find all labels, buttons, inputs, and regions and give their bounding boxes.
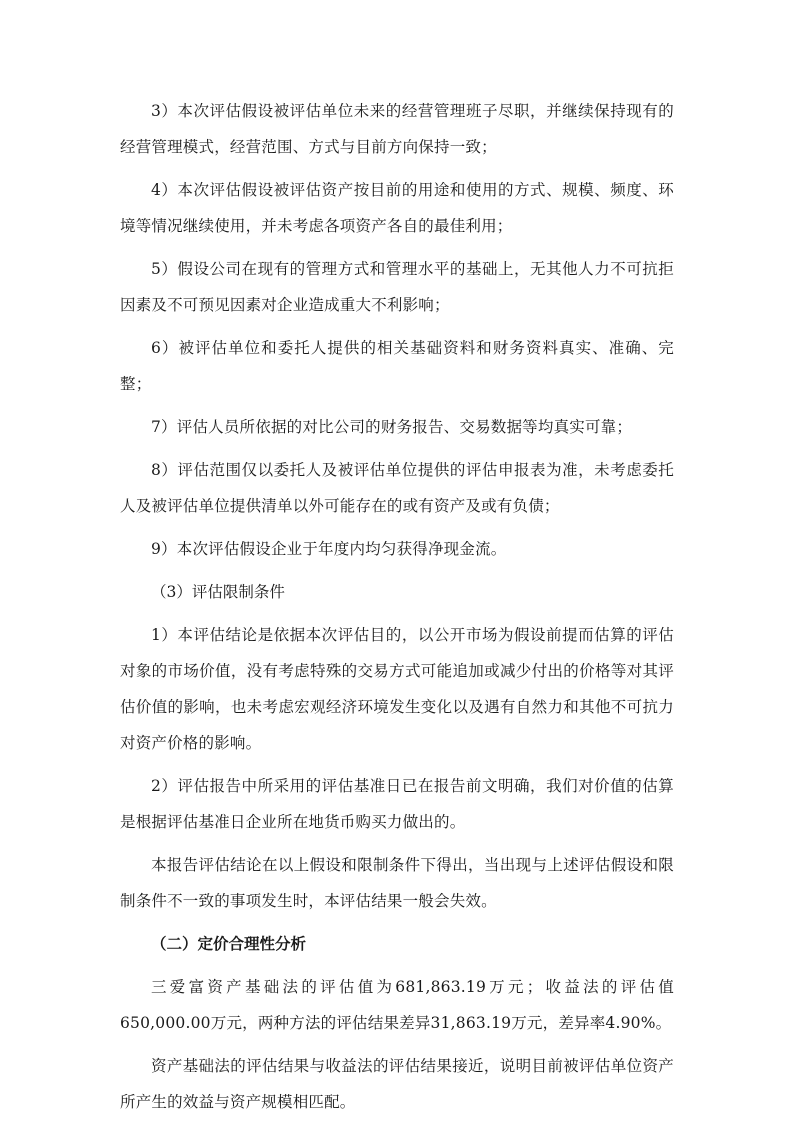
valuation-conclusion: 资产基础法的评估结果与收益法的评估结果接近，说明目前被评估单位资产所产生的效益与资产规模相匹配。	[120, 1057, 674, 1111]
section-heading-pricing: （二）定价合理性分析	[151, 935, 307, 953]
limit-2: 2）评估报告中所采用的评估基准日已在报告前文明确，我们对价值的估算是根据评估基准日企业所在地货币购买力做出的。	[120, 777, 674, 831]
limit-conclusion: 本报告评估结论在以上假设和限制条件下得出，当出现与上述评估假设和限制条件不一致的事项发生时，本评估结果一般会失效。	[120, 856, 674, 910]
assumption-3: 3）本次评估假设被评估单位未来的经营管理班子尽职，并继续保持现有的经营管理模式，经营范围、方式与目前方向保持一致；	[120, 102, 674, 156]
assumption-9: 9）本次评估假设企业于年度内均匀获得净现金流。	[151, 540, 507, 558]
assumption-7: 7）评估人员所依据的对比公司的财务报告、交易数据等均真实可靠；	[151, 418, 633, 436]
assumption-4: 4）本次评估假设被评估资产按目前的用途和使用的方式、规模、频度、环境等情况继续使用，并未考虑各项资产各自的最佳利用；	[120, 181, 674, 235]
assumption-8: 8）评估范围仅以委托人及被评估单位提供的评估申报表为准，未考虑委托人及被评估单位提供清单以外可能存在的或有资产及或有负债；	[120, 461, 674, 515]
assumption-6: 6）被评估单位和委托人提供的相关基础资料和财务资料真实、准确、完整；	[120, 339, 674, 393]
subheading-limits: （3）评估限制条件	[151, 583, 285, 601]
document-body	[120, 93, 674, 1127]
valuation-comparison: 三爱富资产基础法的评估值为681,863.19万元；收益法的评估值650,000.00万元，两种方法的评估结果差异31,863.19万元，差异率4.90%。	[120, 978, 674, 1032]
limit-1: 1）本评估结论是依据本次评估目的，以公开市场为假设前提而估算的评估对象的市场价值，没有考虑特殊的交易方式可能追加或减少付出的价格等对其评估价值的影响，也未考虑宏观经济环境发生变化以及遇有自然力和其他不可抗力对资产价格的影响。	[120, 626, 674, 752]
assumption-5: 5）假设公司在现有的管理方式和管理水平的基础上，无其他人力不可抗拒因素及不可预见因素对企业造成重大不利影响；	[120, 260, 674, 314]
